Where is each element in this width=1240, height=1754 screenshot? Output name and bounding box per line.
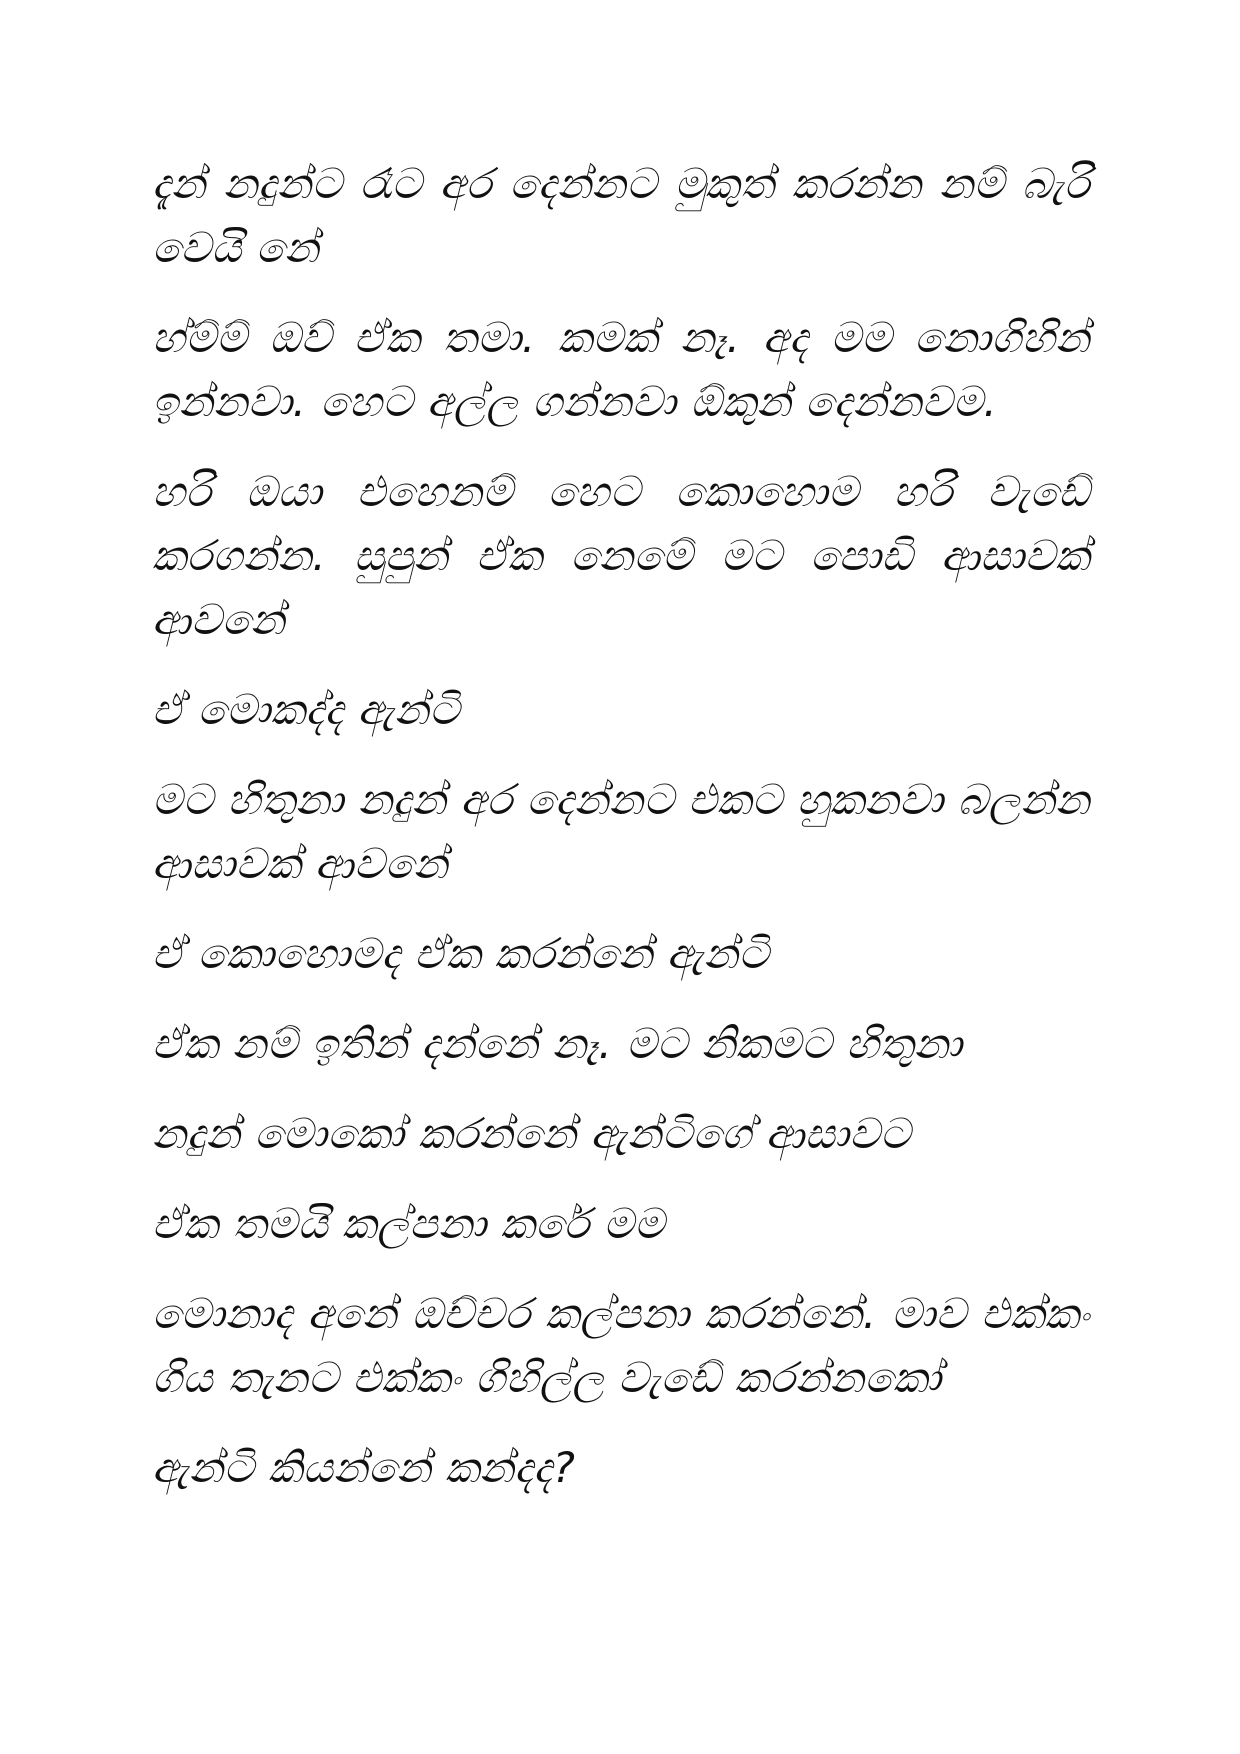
paragraph-10: මොනාද අනේ ඔච්චර කල්පනා කරන්නේ. මාව එක්කං ගිය තැනට එක්කං ගිහිල්ල වැඩේ කරන්නකෝ [152,1289,1090,1402]
paragraph-7: ඒක නම් ඉතින් දන්නේ නෑ. මට නිකමට හිතුනා [152,1019,963,1068]
paragraph-9: ඒක තමයි කල්පනා කරේ මම [152,1199,665,1248]
paragraph-3: හරි ඔයා එහෙනම් හෙට කොහොම හරි වැඩේ කරගන්න. සුපුන් ඒක නෙමේ මට පොඩි ආසාවක් ආවනේ [152,467,1090,644]
paragraph-4: ඒ මොකද්ද ඇන්ටි [152,685,460,734]
paragraph-2: හ්ම්ම් ඔව් ඒක තමා. කමක් නෑ. අද මම නොගිහින් ඉන්නවා. හෙට අල්ල ගන්නවා ඕකුන් දෙන්නවම. [152,313,1090,426]
paragraph-5: මට හිතුනා නදුන් අර දෙන්නට එකට හුකනවා බලන්න ආසාවක් ආවනේ [152,775,1090,888]
document-body [152,152,1090,1526]
paragraph-1: දැන් නදුන්ට රෑට අර දෙන්නට මුකුත් කරන්න නම් බැරි වෙයි නේ [152,159,1090,272]
paragraph-11: ඇන්ටි කියන්නේ කන්දද? [152,1443,576,1492]
paragraph-8: නදුන් මොකෝ කරන්නේ ඇන්ටිගේ ආසාවට [152,1109,911,1158]
paragraph-6: ඒ කොහොමද ඒක කරන්නේ ඇන්ටි [152,929,770,978]
